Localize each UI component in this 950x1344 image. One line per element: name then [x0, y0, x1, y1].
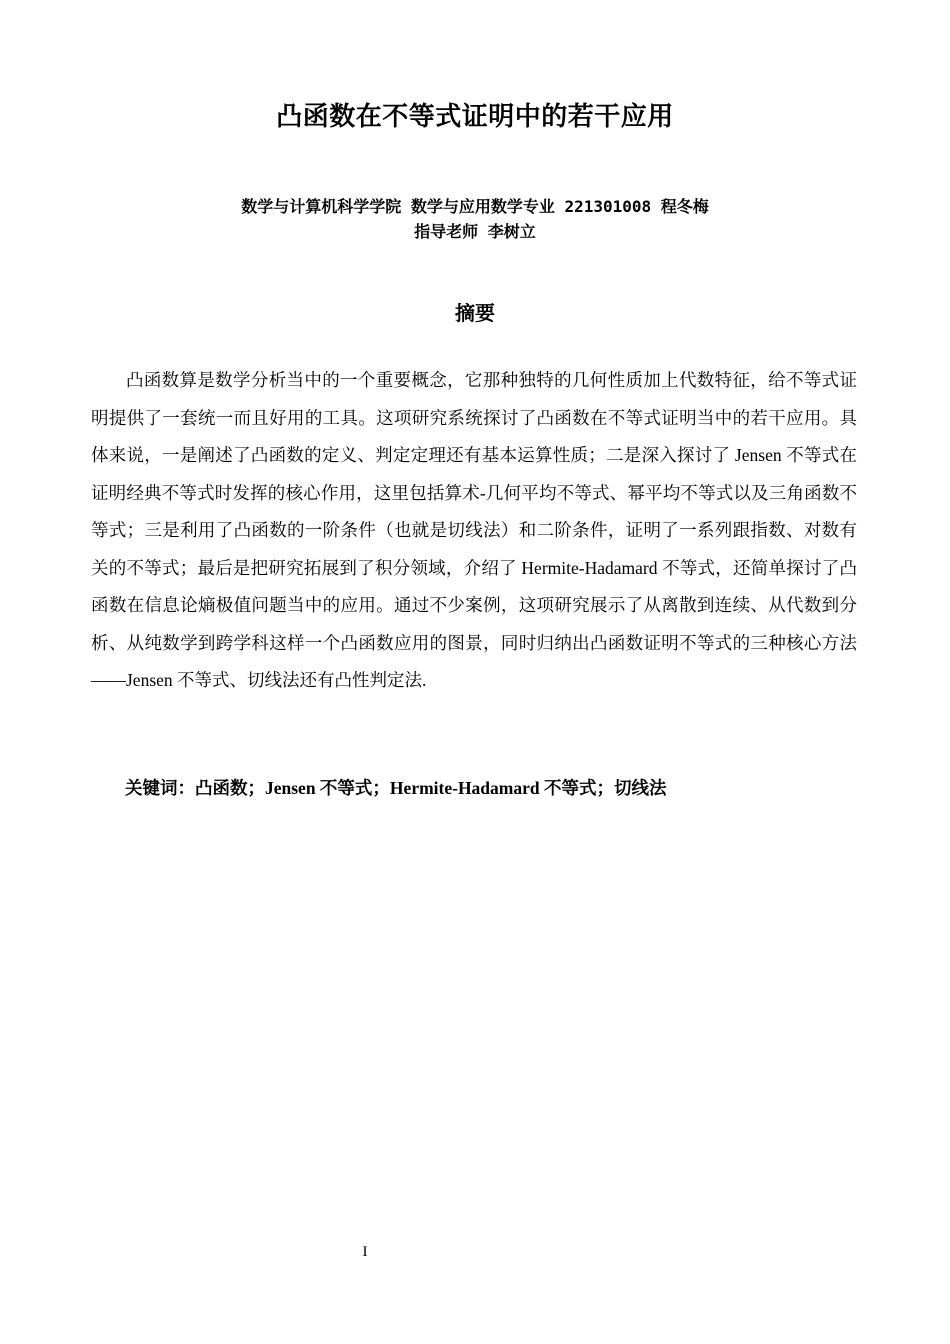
advisor-info: 指导老师 李树立: [414, 222, 536, 241]
page-title: 凸函数在不等式证明中的若干应用: [276, 102, 674, 132]
abstract-heading: 摘要: [455, 301, 495, 325]
author-info: 数学与计算机科学学院 数学与应用数学专业 221301008 程冬梅: [241, 197, 709, 216]
keywords-line: 关键词：凸函数；Jensen 不等式；Hermite-Hadamard 不等式；切线法: [125, 778, 667, 798]
page-number: I: [362, 1244, 368, 1260]
abstract-body: 凸函数算是数学分析当中的一个重要概念，它那种独特的几何性质加上代数特征，给不等式证明提供了一套统一而且好用的工具。这项研究系统探讨了凸函数在不等式证明当中的若干应用。具体来说，一是阐述了凸函数的定义、判定定理还有基本运算性质；二是深入探讨了 Jensen 不等式在证明经典不等式时发挥的核心作用，这里包括算术-几何平均不等式、幂平均不等式以及三角函数不等式；三是利用了凸函数的一阶条件（也就是切线法）和二阶条件，证明了一系列跟指数、对数有关的不等式；最后是把研究拓展到了积分领域，介绍了 Hermite-Hadamard 不等式，还简单探讨了凸函数在信息论熵极值问题当中的应用。通过不少案例，这项研究展示了从离散到连续、从代数到分析、从纯数学到跨学科这样一个凸函数应用的图景，同时归纳出凸函数证明不等式的三种核心方法——Jensen 不等式、切线法还有凸性判定法.: [91, 370, 857, 690]
